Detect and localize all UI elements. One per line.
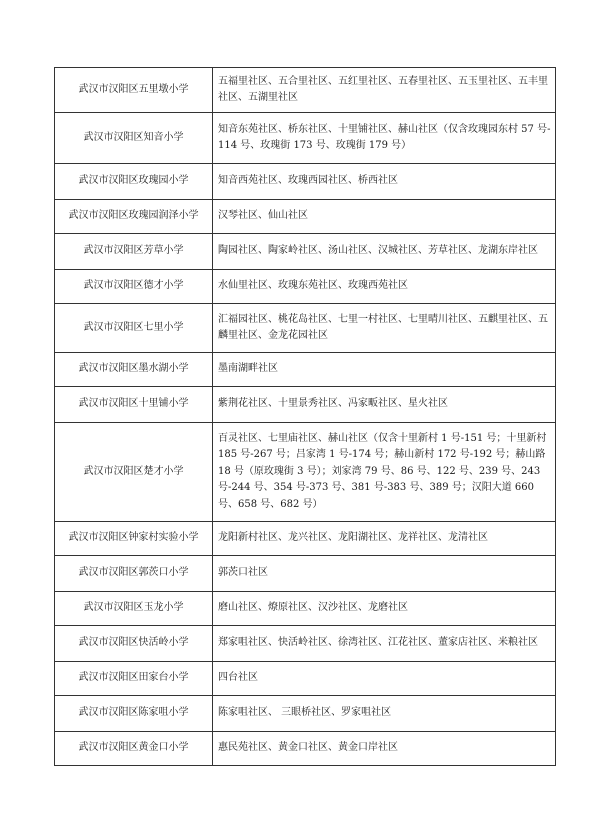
school-name-cell: 武汉市汉阳区黄金口小学 <box>55 732 213 766</box>
community-area-cell: 龙阳新村社区、龙兴社区、龙阳湖社区、龙祥社区、龙清社区 <box>213 522 556 556</box>
school-name-cell: 武汉市汉阳区知音小学 <box>55 113 213 164</box>
school-name-cell: 武汉市汉阳区芳草小学 <box>55 234 213 270</box>
table-row <box>55 662 556 696</box>
school-zone-table <box>54 67 556 766</box>
table-row <box>55 387 556 423</box>
school-name-cell: 武汉市汉阳区玫瑰园润泽小学 <box>55 200 213 234</box>
community-area-cell: 磨山社区、燎原社区、汉沙社区、龙磨社区 <box>213 592 556 626</box>
table-row <box>55 696 556 732</box>
community-area-cell: 惠民苑社区、黄金口社区、黄金口岸社区 <box>213 732 556 766</box>
school-name-cell: 武汉市汉阳区楚才小学 <box>55 423 213 522</box>
community-area-cell: 陈家咀社区、 三眼桥社区、罗家咀社区 <box>213 696 556 732</box>
community-area-cell: 五福里社区、五合里社区、五红里社区、五春里社区、五玉里社区、五丰里社区、五湖里社区 <box>213 68 556 113</box>
table-row <box>55 113 556 164</box>
table-row <box>55 522 556 556</box>
school-name-cell: 武汉市汉阳区七里小学 <box>55 304 213 353</box>
school-name-cell: 武汉市汉阳区快活岭小学 <box>55 626 213 662</box>
table-row <box>55 556 556 592</box>
community-area-cell: 百灵社区、七里庙社区、赫山社区（仅含十里新村 1 号-151 号；十里新村 185 号-267 号；吕家湾 1 号-174 号；赫山新村 172 号-192 号；赫山路 18 号（原玫瑰街 3 号）；刘家湾 79 号、86 号、122 号、239 号、243 号-244 号、354 号-373 号、381 号-383 号、389 号；汉阳大道 660 号、658 号、682 号） <box>213 423 556 522</box>
table-row <box>55 200 556 234</box>
community-area-cell: 墨南湖畔社区 <box>213 353 556 387</box>
school-name-cell: 武汉市汉阳区十里铺小学 <box>55 387 213 423</box>
table-row <box>55 68 556 113</box>
school-name-cell: 武汉市汉阳区墨水湖小学 <box>55 353 213 387</box>
table-row <box>55 732 556 766</box>
school-name-cell: 武汉市汉阳区田家台小学 <box>55 662 213 696</box>
school-name-cell: 武汉市汉阳区钟家村实验小学 <box>55 522 213 556</box>
community-area-cell: 郑家咀社区、快活岭社区、徐湾社区、江花社区、董家店社区、米粮社区 <box>213 626 556 662</box>
community-area-cell: 郭茨口社区 <box>213 556 556 592</box>
school-name-cell: 武汉市汉阳区玫瑰园小学 <box>55 164 213 200</box>
table-row <box>55 304 556 353</box>
community-area-cell: 知音东苑社区、桥东社区、十里铺社区、赫山社区（仅含玫瑰园东村 57 号-114 号、玫瑰街 173 号、玫瑰街 179 号） <box>213 113 556 164</box>
table-row <box>55 592 556 626</box>
community-area-cell: 知音西苑社区、玫瑰西园社区、桥西社区 <box>213 164 556 200</box>
school-name-cell: 武汉市汉阳区玉龙小学 <box>55 592 213 626</box>
community-area-cell: 四台社区 <box>213 662 556 696</box>
community-area-cell: 陶园社区、陶家岭社区、汤山社区、汉城社区、芳草社区、龙湖东岸社区 <box>213 234 556 270</box>
community-area-cell: 汉琴社区、仙山社区 <box>213 200 556 234</box>
table-row <box>55 164 556 200</box>
table-row <box>55 353 556 387</box>
table-row <box>55 626 556 662</box>
community-area-cell: 水仙里社区、玫瑰东苑社区、玫瑰西苑社区 <box>213 270 556 304</box>
community-area-cell: 汇福园社区、桃花岛社区、七里一村社区、七里晴川社区、五麒里社区、五麟里社区、金龙花园社区 <box>213 304 556 353</box>
table-row <box>55 234 556 270</box>
school-name-cell: 武汉市汉阳区郭茨口小学 <box>55 556 213 592</box>
table-row <box>55 270 556 304</box>
school-name-cell: 武汉市汉阳区五里墩小学 <box>55 68 213 113</box>
school-name-cell: 武汉市汉阳区陈家咀小学 <box>55 696 213 732</box>
community-area-cell: 紫荆花社区、十里景秀社区、冯家畈社区、星火社区 <box>213 387 556 423</box>
school-name-cell: 武汉市汉阳区德才小学 <box>55 270 213 304</box>
table-row <box>55 423 556 522</box>
